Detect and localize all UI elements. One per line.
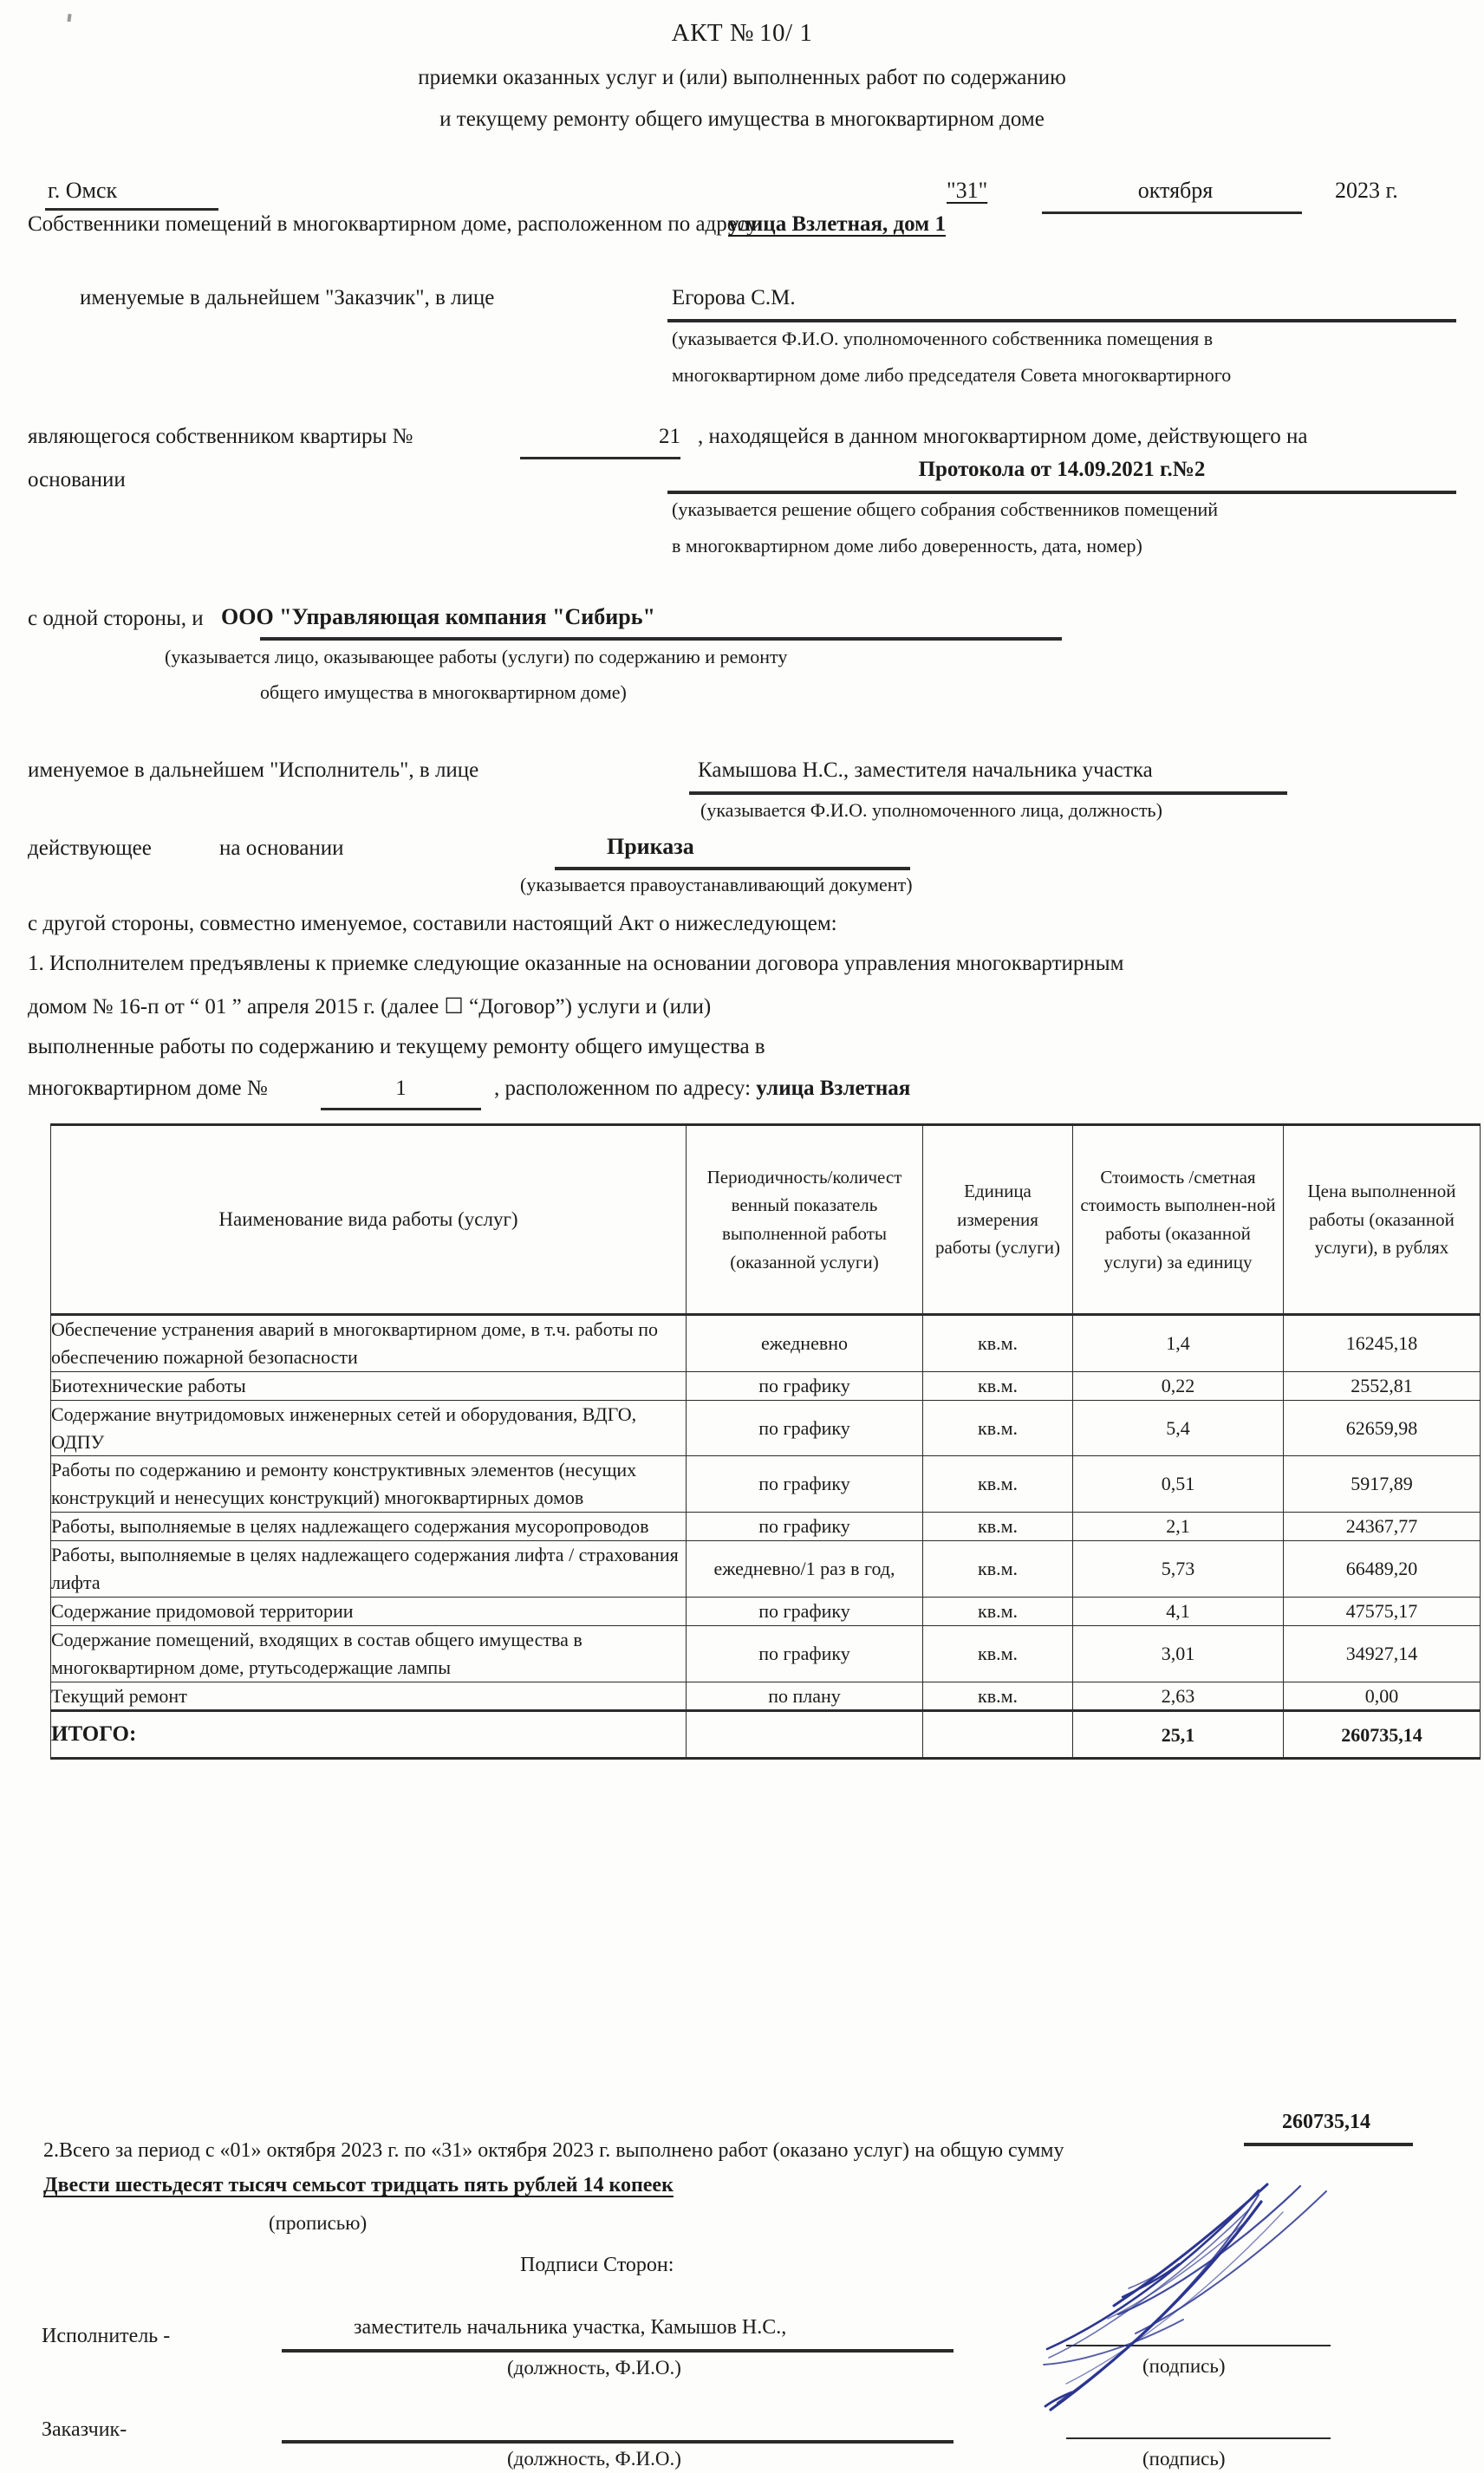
page-title bbox=[0, 19, 1484, 48]
cell-work-name: Обеспечение устранения аварий в многоквартирном доме, в т.ч. работы по обеспечению пожарной безопасности bbox=[51, 1315, 687, 1372]
cell-total: 0,00 bbox=[1284, 1682, 1481, 1711]
customer-signature-sign-hint: (подпись) bbox=[1142, 2448, 1226, 2470]
cell-frequency: ежедневно/1 раз в год, bbox=[687, 1541, 923, 1598]
cell-total: 62659,98 bbox=[1284, 1400, 1481, 1456]
header-cell-unit: Единица измерения работы (услуги) bbox=[923, 1125, 1073, 1315]
cell-frequency: по графику bbox=[687, 1513, 923, 1541]
date-year-field: 2023 г. bbox=[1335, 178, 1398, 203]
header-cell-name: Наименование вида работы (услуг) bbox=[51, 1125, 687, 1315]
total-cell-total: 260735,14 bbox=[1284, 1711, 1481, 1759]
acting-basis-label: на основании bbox=[219, 836, 344, 860]
order-rule bbox=[555, 867, 910, 870]
cell-unit: кв.м. bbox=[923, 1456, 1073, 1513]
cell-work-name: Содержание придомовой территории bbox=[51, 1597, 687, 1625]
customer-name-field[interactable]: Егорова С.М. bbox=[672, 286, 796, 309]
cell-unit-cost: 1,4 bbox=[1073, 1315, 1284, 1372]
order-hint: (указывается правоустанавливающий документ) bbox=[520, 874, 913, 895]
paragraph-other-side: с другой стороны, совместно именуемое, составили настоящий Акт о нижеследующем: bbox=[28, 912, 837, 935]
table-row bbox=[51, 1400, 1481, 1456]
house-number-field[interactable]: 1 bbox=[395, 1077, 407, 1100]
executor-signature-rule bbox=[1066, 2345, 1331, 2346]
company-hint-line-1: (указывается лицо, оказывающее работы (услуги) по содержанию и ремонту bbox=[165, 646, 788, 667]
works-table-body bbox=[51, 1315, 1481, 1759]
company-name-field[interactable]: ООО "Управляющая компания "Сибирь" bbox=[221, 604, 655, 629]
total-cell-work-name: ИТОГО: bbox=[51, 1711, 687, 1759]
cell-total: 34927,14 bbox=[1284, 1625, 1481, 1682]
order-document-field[interactable]: Приказа bbox=[607, 834, 694, 859]
one-side-label: с одной стороны, и bbox=[28, 607, 204, 630]
cell-work-name: Биотехнические работы bbox=[51, 1371, 687, 1400]
paragraph-works-performed: выполненные работы по содержанию и текущему ремонту общего имущества в bbox=[28, 1035, 765, 1058]
title-prefix: АКТ № bbox=[671, 19, 755, 47]
total-cell-frequency bbox=[687, 1711, 923, 1759]
summary-total-amount: 260735,14 bbox=[1282, 2111, 1370, 2133]
cell-unit: кв.м. bbox=[923, 1625, 1073, 1682]
customer-signature-name-rule bbox=[282, 2440, 954, 2444]
apartment-number-field[interactable]: 21 bbox=[659, 425, 680, 448]
customer-hint-line-1: (указывается Ф.И.О. уполномоченного собственника помещения в bbox=[672, 328, 1214, 349]
cell-unit: кв.м. bbox=[923, 1400, 1073, 1456]
works-table bbox=[50, 1123, 1481, 1760]
cell-frequency: по графику bbox=[687, 1625, 923, 1682]
total-cell-unit-cost: 25,1 bbox=[1073, 1711, 1284, 1759]
cell-work-name: Содержание внутридомовых инженерных сетей и оборудования, ВДГО, ОДПУ bbox=[51, 1400, 687, 1456]
cell-total: 66489,20 bbox=[1284, 1541, 1481, 1598]
header-cell-frequency: Периодичность/количест венный показатель выполненной работы (оказанной услуги) bbox=[687, 1125, 923, 1315]
total-cell-unit bbox=[923, 1711, 1073, 1759]
house-address-tail bbox=[494, 1077, 910, 1101]
cell-frequency: ежедневно bbox=[687, 1315, 923, 1372]
works-table-wrapper bbox=[50, 1123, 1456, 1760]
cell-unit-cost: 5,4 bbox=[1073, 1400, 1284, 1456]
cell-frequency: по графику bbox=[687, 1456, 923, 1513]
cell-total: 24367,77 bbox=[1284, 1513, 1481, 1541]
cell-unit: кв.м. bbox=[923, 1315, 1073, 1372]
paragraph-house-label: многоквартирном доме № bbox=[28, 1077, 268, 1100]
cell-total: 47575,17 bbox=[1284, 1597, 1481, 1625]
cell-work-name: Текущий ремонт bbox=[51, 1682, 687, 1711]
company-rule bbox=[260, 637, 1062, 641]
handwritten-signature bbox=[1032, 2150, 1361, 2436]
customer-hint-line-2: многоквартирном доме либо председателя Совета многоквартирного bbox=[672, 364, 1232, 386]
title-number-second: 1 bbox=[799, 19, 813, 47]
header-cell-total: Цена выполненной работы (оказанной услуги), в рублях bbox=[1284, 1125, 1481, 1315]
customer-rule bbox=[667, 319, 1456, 322]
cell-unit-cost: 3,01 bbox=[1073, 1625, 1284, 1682]
cell-unit: кв.м. bbox=[923, 1541, 1073, 1598]
performer-name-field[interactable]: Камышова Н.С., заместителя начальника участка bbox=[698, 758, 1153, 782]
cell-frequency: по графику bbox=[687, 1371, 923, 1400]
cell-unit-cost: 2,1 bbox=[1073, 1513, 1284, 1541]
cell-work-name: Работы, выполняемые в целях надлежащего содержания мусоропроводов bbox=[51, 1513, 687, 1541]
house-street-name: улица Взлетная bbox=[756, 1077, 911, 1100]
cell-unit: кв.м. bbox=[923, 1682, 1073, 1711]
company-hint-line-2: общего имущества в многоквартирном доме) bbox=[260, 681, 627, 703]
summary-period-line: 2.Всего за период с «01» октября 2023 г. по «31» октября 2023 г. выполнено работ (оказано услуг) на общую сумму bbox=[43, 2139, 1064, 2162]
apartment-label: являющегося собственником квартиры № bbox=[28, 425, 413, 448]
basis-label: основании bbox=[28, 468, 126, 491]
performer-label: именуемое в дальнейшем "Исполнитель", в лице bbox=[28, 758, 479, 782]
paragraph-item-1: 1. Исполнителем предъявлены к приемке следующие оказанные на основании договора управления многоквартирным bbox=[28, 952, 1124, 975]
cell-work-name: Содержание помещений, входящих в состав общего имущества в многоквартирном доме, ртутьсодержащие лампы bbox=[51, 1625, 687, 1682]
paragraph-contract-ref: домом № 16-п от “ 01 ” апреля 2015 г. (далее ☐ “Договор”) услуги и (или) bbox=[28, 995, 712, 1018]
cell-total: 5917,89 bbox=[1284, 1456, 1481, 1513]
executor-rule bbox=[282, 2349, 954, 2353]
date-day-field[interactable]: "31" bbox=[947, 178, 988, 203]
cell-frequency: по графику bbox=[687, 1400, 923, 1456]
cell-frequency: по плану bbox=[687, 1682, 923, 1711]
table-row bbox=[51, 1541, 1481, 1598]
cell-unit: кв.м. bbox=[923, 1597, 1073, 1625]
cell-total: 16245,18 bbox=[1284, 1315, 1481, 1372]
city-rule bbox=[45, 208, 218, 211]
table-total-row bbox=[51, 1711, 1481, 1759]
cell-work-name: Работы, выполняемые в целях надлежащего содержания лифта / страхования лифта bbox=[51, 1541, 687, 1598]
basis-hint-line-1: (указывается решение общего собрания собственников помещений bbox=[672, 498, 1219, 520]
cell-work-name: Работы по содержанию и ремонту конструктивных элементов (несущих конструкций и ненесущих конструкций) многоквартирных домов bbox=[51, 1456, 687, 1513]
date-month-field[interactable]: октября bbox=[1137, 178, 1214, 203]
table-row bbox=[51, 1456, 1481, 1513]
summary-amount-rule bbox=[1244, 2143, 1413, 2146]
header-cell-unit-cost: Стоимость /сметная стоимость выполнен-ной работы (оказанной услуги) за единицу bbox=[1073, 1125, 1284, 1315]
table-row bbox=[51, 1371, 1481, 1400]
executor-value-field[interactable]: заместитель начальника участка, Камышов Н.С., bbox=[354, 2316, 787, 2339]
house-number-rule bbox=[321, 1108, 481, 1110]
cell-unit-cost: 0,22 bbox=[1073, 1371, 1284, 1400]
performer-rule bbox=[689, 791, 1287, 795]
cell-unit-cost: 5,73 bbox=[1073, 1541, 1284, 1598]
cell-unit: кв.м. bbox=[923, 1513, 1073, 1541]
customer-signature-label: Заказчик- bbox=[42, 2418, 127, 2441]
executor-hint: (должность, Ф.И.О.) bbox=[507, 2357, 681, 2379]
cell-frequency: по графику bbox=[687, 1597, 923, 1625]
executor-signature-hint: (подпись) bbox=[1142, 2355, 1226, 2377]
house-tail-prefix: , расположенном по адресу: bbox=[494, 1077, 757, 1100]
table-row bbox=[51, 1597, 1481, 1625]
subtitle-line-1: приемки оказанных услуг и (или) выполненных работ по содержанию bbox=[418, 66, 1066, 89]
owners-intro: Собственники помещений в многоквартирном доме, расположенном по адресу: bbox=[28, 212, 764, 236]
apartment-rule bbox=[520, 457, 680, 459]
acting-label: действующее bbox=[28, 836, 152, 860]
title-number: 10/ bbox=[759, 19, 793, 47]
summary-amount-in-words: Двести шестьдесят тысяч семьсот тридцать пять рублей 14 копеек bbox=[43, 2174, 674, 2196]
performer-hint: (указывается Ф.И.О. уполномоченного лица, должность) bbox=[700, 799, 1162, 821]
basis-hint-line-2: в многоквартирном доме либо доверенность, дата, номер) bbox=[672, 535, 1142, 556]
table-header-row bbox=[51, 1125, 1481, 1315]
cell-total: 2552,81 bbox=[1284, 1371, 1481, 1400]
basis-rule bbox=[667, 491, 1456, 494]
apartment-tail-text: , находящейся в данном многоквартирном доме, действующего на bbox=[698, 425, 1308, 448]
table-row bbox=[51, 1625, 1481, 1682]
basis-value-field[interactable]: Протокола от 14.09.2021 г.№2 bbox=[918, 458, 1206, 481]
owners-address-field[interactable]: улица Взлетная, дом 1 bbox=[728, 212, 946, 236]
table-row bbox=[51, 1682, 1481, 1711]
city-label: г. Омск bbox=[48, 178, 118, 203]
signatures-title: Подписи Сторон: bbox=[520, 2254, 674, 2276]
cell-unit-cost: 0,51 bbox=[1073, 1456, 1284, 1513]
subtitle-line-2: и текущему ремонту общего имущества в многоквартирном доме bbox=[439, 107, 1045, 131]
table-row bbox=[51, 1513, 1481, 1541]
cell-unit-cost: 4,1 bbox=[1073, 1597, 1284, 1625]
customer-signature-hint: (должность, Ф.И.О.) bbox=[507, 2448, 681, 2470]
summary-words-hint: (прописью) bbox=[269, 2212, 368, 2234]
month-rule bbox=[1042, 212, 1302, 214]
cell-unit: кв.м. bbox=[923, 1371, 1073, 1400]
cell-unit-cost: 2,63 bbox=[1073, 1682, 1284, 1711]
customer-label: именуемые в дальнейшем "Заказчик", в лице bbox=[80, 286, 495, 309]
customer-signature-rule bbox=[1066, 2437, 1331, 2439]
works-table-head bbox=[51, 1125, 1481, 1315]
table-row bbox=[51, 1315, 1481, 1372]
executor-label: Исполнитель - bbox=[42, 2325, 171, 2347]
